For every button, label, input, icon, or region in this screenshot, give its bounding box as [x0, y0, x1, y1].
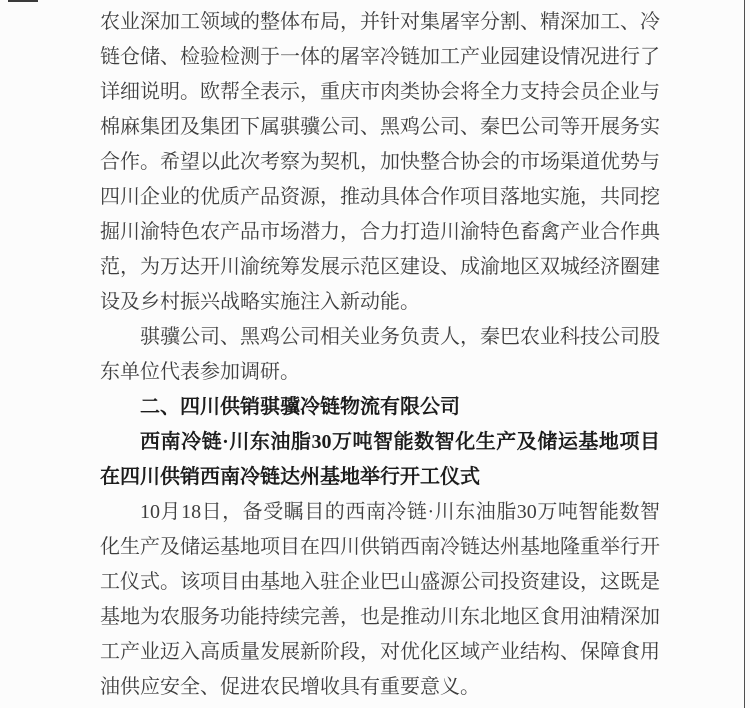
document-content [100, 5, 660, 705]
page-edge-line [744, 0, 745, 708]
sub-heading: 西南冷链·川东油脂30万吨智能数智化生产及储运基地项目在四川供销西南冷链达州基地举行开工仪式 [100, 431, 660, 488]
paragraph-body: 骐骥公司、黑鸡公司相关业务负责人，秦巴农业科技公司股东单位代表参加调研。 [100, 326, 660, 383]
paragraph-body-continuation: 农业深加工领域的整体布局，并针对集屠宰分割、精深加工、冷链仓储、检验检测于一体的屠宰冷链加工产业园建设情况进行了详细说明。欧帮全表示，重庆市肉类协会将全力支持会员企业与棉麻集团及集团下属骐骥公司、黑鸡公司、秦巴公司等开展务实合作。希望以此次考察为契机，加快整合协会的市场渠道优势与四川企业的优质产品资源，推动具体合作项目落地实施，共同挖掘川渝特色农产品市场潜力，合力打造川渝特色畜禽产业合作典范，为万达开川渝统筹发展示范区建设、成渝地区双城经济圈建设及乡村振兴战略实施注入新动能。 [100, 11, 660, 313]
scan-artifact-line [8, 0, 38, 2]
paragraph-body: 10月18日，备受瞩目的西南冷链·川东油脂30万吨智能数智化生产及储运基地项目在四川供销西南冷链达州基地隆重举行开工仪式。该项目由基地入驻企业巴山盛源公司投资建设，这既是基地为农服务功能持续完善，也是推动川东北地区食用油精深加工产业迈入高质量发展新阶段，对优化区域产业结构、保障食用油供应安全、促进农民增收具有重要意义。 [100, 501, 660, 698]
section-heading: 二、四川供销骐骥冷链物流有限公司 [140, 396, 460, 418]
